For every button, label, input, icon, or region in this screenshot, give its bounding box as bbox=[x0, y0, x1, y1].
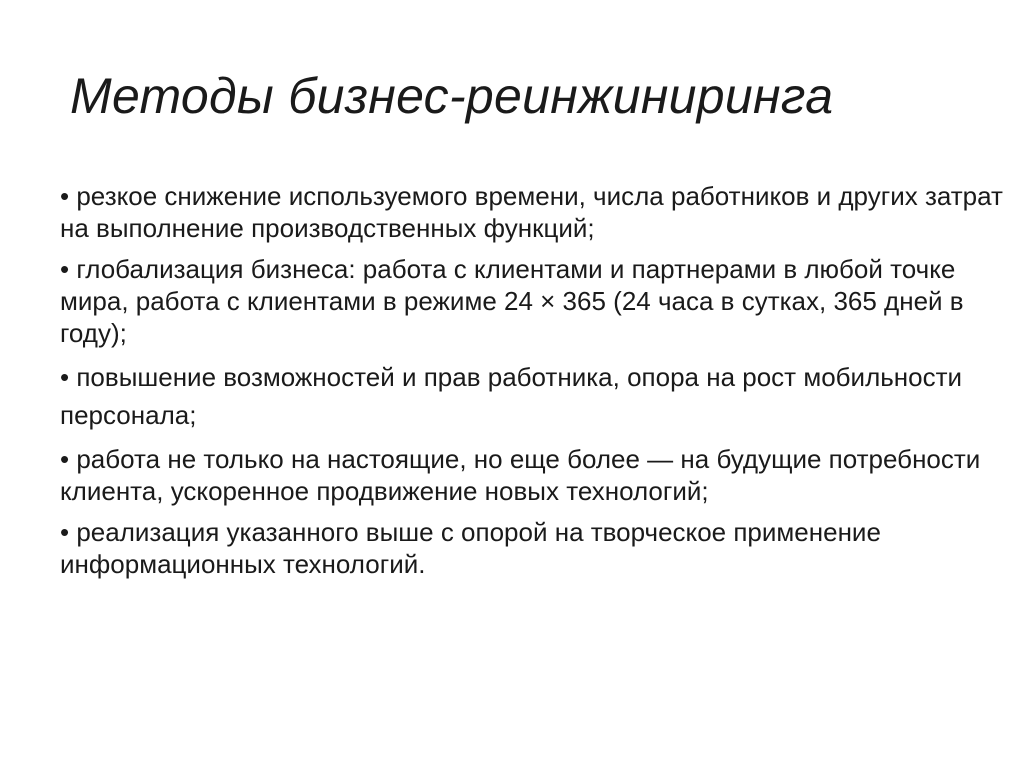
bullet-text: повышение возможностей и прав работника, опора на рост мобильности персонала; bbox=[60, 362, 963, 430]
bullet-list bbox=[60, 180, 1005, 589]
bullet-text: работа не только на настоящие, но еще более — на будущие потребности клиента, ускоренное продвижение новых технологий; bbox=[60, 444, 981, 506]
bullet-icon: • bbox=[60, 181, 70, 211]
bullet-item-2 bbox=[60, 253, 1005, 349]
bullet-icon: • bbox=[60, 444, 70, 474]
slide-title: Методы бизнес-реинжиниринга bbox=[70, 68, 834, 124]
bullet-item-1 bbox=[60, 180, 1005, 244]
bullet-item-3 bbox=[60, 358, 1005, 434]
bullet-text: глобализация бизнеса: работа с клиентами и партнерами в любой точке мира, работа с клиентами в режиме 24 × 365 (24 часа в сутках, 365 дней в году); bbox=[60, 254, 964, 348]
bullet-text: реализация указанного выше с опорой на творческое применение информационных технологий. bbox=[60, 517, 881, 579]
bullet-icon: • bbox=[60, 517, 70, 547]
bullet-icon: • bbox=[60, 362, 70, 392]
bullet-icon: • bbox=[60, 254, 70, 284]
bullet-item-4 bbox=[60, 443, 1005, 507]
bullet-text: резкое снижение используемого времени, числа работников и других затрат на выполнение производственных функций; bbox=[60, 181, 1003, 243]
bullet-item-5 bbox=[60, 516, 1005, 580]
